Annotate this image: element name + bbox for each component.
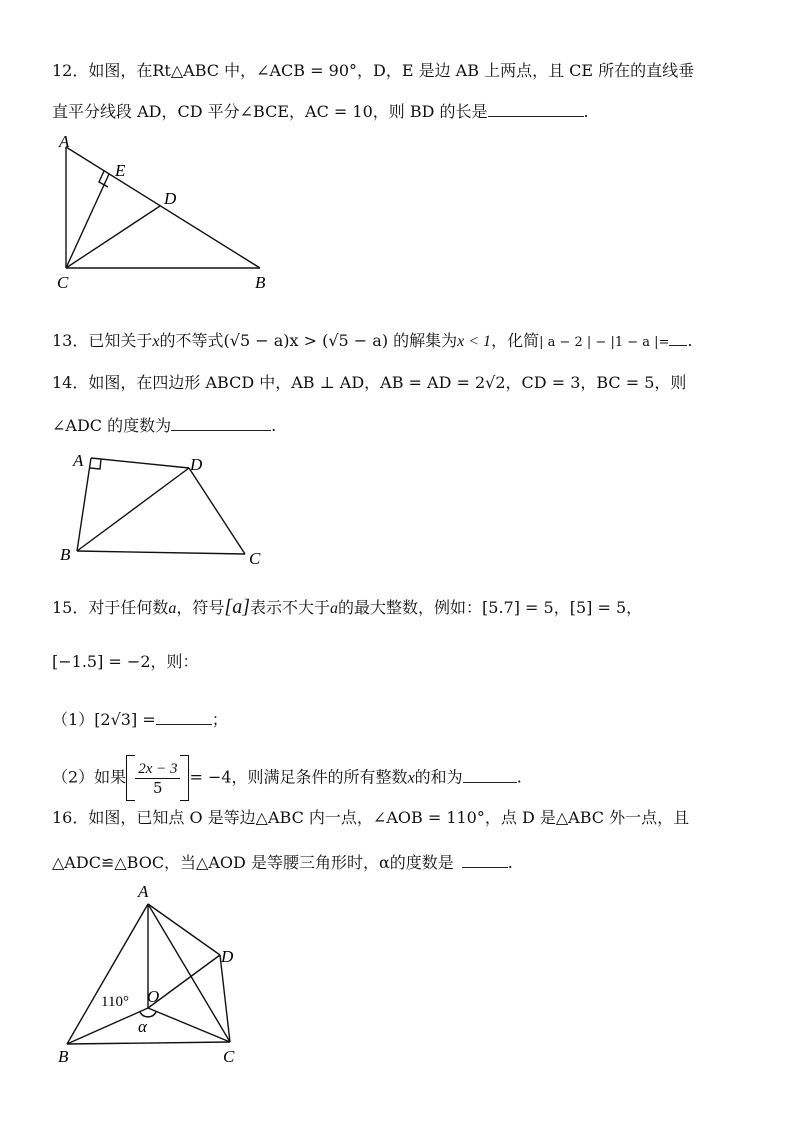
q15-fraction-denominator: 5 (153, 778, 163, 797)
q12-number: 12． (52, 61, 89, 80)
q16-line2 (52, 851, 513, 873)
q14-line2 (52, 414, 276, 436)
q16-angle-110: 110° (101, 994, 129, 1010)
q15-part2-text2: 的和为 (414, 767, 463, 787)
q16-segment-ac (148, 904, 230, 1042)
q15-left-floor-bracket (126, 755, 135, 801)
q15-part2-blank[interactable] (463, 766, 517, 783)
q15-line2 (52, 652, 199, 672)
q14-segment-bd (77, 468, 189, 551)
q16-label-alpha: α (138, 1017, 147, 1036)
q12-label-b: B (255, 273, 266, 292)
q16-segment-oc (148, 1008, 230, 1042)
q16-label-a: A (138, 882, 149, 901)
q15-part1 (52, 708, 228, 730)
q15-example-2: [5] = 5 (569, 598, 627, 617)
q15-separator-2: ， (626, 598, 643, 617)
q16-text-line2: △ADC≌△BOC，当△AOD 是等腰三角形时，α的度数是 (52, 853, 454, 872)
q16-segment-bc (67, 1042, 230, 1044)
q16-label-c: C (223, 1047, 235, 1066)
q12-line2 (52, 100, 589, 122)
q16-segment-ad (148, 904, 220, 955)
q16-line1 (52, 808, 689, 828)
q15-example-3: [−1.5] = −2 (52, 652, 151, 671)
q14-segment-bc (77, 551, 245, 554)
q15-text-b: ，符号 (176, 598, 225, 617)
q15-then: ，则： (150, 652, 199, 671)
q15-text-c: 表示不大于 (249, 598, 330, 617)
q15-part1-expression: [2√3] = (94, 710, 156, 729)
q12-text-line1: 如图，在Rt△ABC 中，∠ACB = 90°，D，E 是边 AB 上两点，且 CE 所在的直线垂 (88, 61, 695, 80)
q16-period: . (507, 853, 513, 872)
q14-number: 14． (52, 373, 89, 392)
q13-inequality: 的不等式(√5 − a)x > (√5 − a) 的解集为 (159, 331, 458, 350)
q13-line (52, 329, 693, 353)
q12-line1 (52, 61, 694, 81)
q14-text-line1: 如图，在四边形 ABCD 中，AB ⊥ AD，AB = AD = 2√2，CD = 3，BC = 5，则 (88, 373, 687, 392)
q15-separator: ， (553, 598, 570, 617)
q16-segment-ab (67, 904, 148, 1044)
q14-line1 (52, 373, 686, 393)
q15-part2-label: （2）如果 (52, 767, 127, 787)
q15-part1-label: （1） (52, 710, 95, 729)
q12-label-d: D (164, 189, 177, 208)
q15-var-a-2: a (330, 600, 338, 617)
q13-expression: | a − 2 | − |1 − a |= (539, 335, 670, 350)
q14-label-c: C (249, 549, 261, 568)
q15-number: 15． (52, 598, 89, 617)
q15-part2 (52, 755, 522, 799)
q15-line1 (52, 597, 642, 619)
q12-figure (50, 130, 280, 295)
q14-segment-ad (91, 458, 189, 468)
q15-part1-semicolon: ； (211, 710, 228, 729)
q14-period: . (271, 416, 277, 435)
q15-part2-period: . (516, 767, 522, 787)
q15-fraction-numerator: 2x − 3 (135, 760, 180, 779)
q16-number: 16． (52, 808, 89, 827)
q12-label-e: E (115, 161, 126, 180)
q16-answer-blank[interactable] (462, 851, 508, 868)
q16-segment-bo (67, 1008, 148, 1044)
q16-figure (55, 880, 255, 1070)
q13-solution-set: x < 1 (457, 333, 492, 350)
q14-segment-ab (77, 458, 91, 551)
q15-text-a: 对于任何数 (88, 598, 169, 617)
q12-label-a: A (59, 132, 70, 151)
q12-label-c: C (57, 273, 69, 292)
q13-answer-blank[interactable] (669, 329, 687, 346)
q15-part2-equation: = −4 (189, 767, 232, 787)
q15-part2-text: ，则满足条件的所有整数 (231, 767, 408, 787)
q14-text-line2: ∠ADC 的度数为 (52, 416, 172, 435)
q12-text-line2: 直平分线段 AD，CD 平分∠BCE，AC = 10，则 BD 的长是 (52, 102, 488, 121)
q14-label-d: D (190, 455, 203, 474)
q12-period: . (583, 102, 589, 121)
q13-text-c: ，化简 (491, 331, 540, 350)
q14-right-angle-mark (90, 459, 101, 469)
q13-period: . (687, 331, 693, 350)
q14-segment-dc (189, 468, 245, 554)
q16-label-b: B (58, 1047, 69, 1066)
q14-answer-blank[interactable] (171, 414, 271, 431)
q15-var-a: a (168, 600, 177, 617)
q16-label-d: D (221, 947, 234, 966)
q13-number: 13． (52, 331, 89, 350)
q14-figure (55, 448, 285, 573)
q13-text-a: 已知关于 (88, 331, 153, 350)
q15-part2-var-x: x (407, 769, 415, 787)
q16-text-line1: 如图，已知点 O 是等边△ABC 内一点，∠AOB = 110°，点 D 是△ABC 外一点，且 (88, 808, 690, 827)
q15-fraction (135, 760, 180, 797)
q15-text-d: 的最大整数，例如： (338, 598, 483, 617)
q14-label-a: A (73, 451, 84, 470)
q12-segment-ab (66, 147, 260, 268)
q15-part1-blank[interactable] (156, 708, 212, 725)
q14-label-b: B (60, 545, 71, 564)
q15-floor-a: [a] (224, 596, 250, 618)
q13-var-x: x (152, 333, 160, 350)
q16-label-o: O (147, 987, 160, 1006)
q15-example-1: [5.7] = 5 (482, 598, 554, 617)
q12-answer-blank[interactable] (488, 100, 584, 117)
